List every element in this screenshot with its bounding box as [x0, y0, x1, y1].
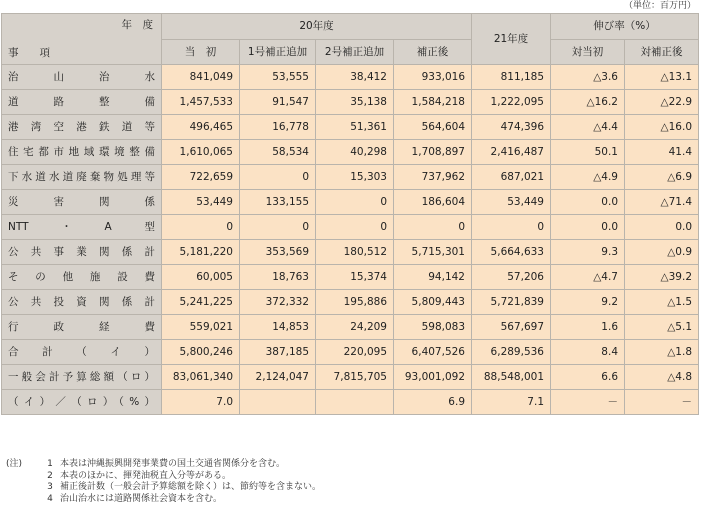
- table-cell: 0.0: [625, 215, 699, 240]
- table-cell: 195,886: [316, 290, 394, 315]
- table-cell: 51,361: [316, 115, 394, 140]
- row-label-text: （イ）／（ロ）（%）: [8, 396, 155, 408]
- row-label-text: 一般会計予算総額（ロ）: [8, 371, 155, 383]
- table-cell: 5,809,443: [394, 290, 472, 315]
- row-label: [2, 365, 162, 390]
- table-cell: －: [625, 390, 699, 415]
- row-label: [2, 390, 162, 415]
- budget-table: [1, 13, 699, 415]
- row-label: [2, 140, 162, 165]
- table-cell: 6,407,526: [394, 340, 472, 365]
- table-cell: 1.6: [551, 315, 625, 340]
- table-cell: 16,778: [240, 115, 316, 140]
- table-cell: 5,721,839: [472, 290, 551, 315]
- table-cell: 0: [240, 215, 316, 240]
- note-row: [6, 482, 321, 494]
- note-text: 本表は沖縄振興開発事業費の国土交通省関係分を含む。: [60, 459, 286, 469]
- header-initial: 当 初: [162, 39, 240, 65]
- header-supp2: 2号補正追加: [316, 39, 394, 65]
- table-cell: 220,095: [316, 340, 394, 365]
- table-row: [2, 190, 699, 215]
- row-label: [2, 240, 162, 265]
- table-cell: 40,298: [316, 140, 394, 165]
- table-cell: 811,185: [472, 65, 551, 90]
- note-text: 治山治水には道路関係社会資本を含む。: [60, 493, 223, 504]
- table-row: [2, 165, 699, 190]
- table-cell: △5.1: [625, 315, 699, 340]
- table-row: [2, 215, 699, 240]
- table-cell: 5,181,220: [162, 240, 240, 265]
- row-label: [2, 340, 162, 365]
- row-label: [2, 290, 162, 315]
- table-cell: 38,412: [316, 65, 394, 90]
- table-cell: 1,584,218: [394, 90, 472, 115]
- row-label-text: 公共事業関係計: [8, 246, 155, 258]
- table-cell: 91,547: [240, 90, 316, 115]
- table-cell: 6.6: [551, 365, 625, 390]
- table-cell: 559,021: [162, 315, 240, 340]
- table-cell: 50.1: [551, 140, 625, 165]
- table-cell: 0.0: [551, 215, 625, 240]
- table-cell: 0: [316, 190, 394, 215]
- table-cell: 133,155: [240, 190, 316, 215]
- row-label-text: 災害関係: [8, 196, 155, 208]
- table-cell: 5,800,246: [162, 340, 240, 365]
- note-number: 3: [47, 482, 53, 492]
- table-cell: 7.0: [162, 390, 240, 415]
- table-cell: △16.0: [625, 115, 699, 140]
- table-cell: 0: [162, 215, 240, 240]
- table-cell: 15,374: [316, 265, 394, 290]
- table-cell: 94,142: [394, 265, 472, 290]
- table-cell: 1,708,897: [394, 140, 472, 165]
- table-row: [2, 390, 699, 415]
- table-cell: 598,083: [394, 315, 472, 340]
- table-cell: 387,185: [240, 340, 316, 365]
- table-cell: [240, 390, 316, 415]
- table-cell: 2,124,047: [240, 365, 316, 390]
- header-fy20: 20年度: [162, 14, 472, 40]
- table-cell: 2,416,487: [472, 140, 551, 165]
- table-cell: △22.9: [625, 90, 699, 115]
- table-cell: 7.1: [472, 390, 551, 415]
- table-cell: 6.9: [394, 390, 472, 415]
- table-cell: 5,715,301: [394, 240, 472, 265]
- row-label-text: その他施設費: [8, 271, 155, 283]
- row-label-text: NTT・A型: [8, 221, 155, 233]
- table-cell: 1,457,533: [162, 90, 240, 115]
- note-text: 本表のほかに、揮発油税直入分等がある。: [60, 470, 232, 481]
- note-row: [6, 494, 321, 506]
- table-cell: △71.4: [625, 190, 699, 215]
- table-cell: △39.2: [625, 265, 699, 290]
- table-row: [2, 290, 699, 315]
- header-nendo: 年 度: [121, 19, 153, 31]
- header-jiko: 事 項: [8, 47, 50, 59]
- table-cell: 60,005: [162, 265, 240, 290]
- table-row: [2, 365, 699, 390]
- table-cell: △1.5: [625, 290, 699, 315]
- table-row: [2, 265, 699, 290]
- table-cell: 83,061,340: [162, 365, 240, 390]
- table-cell: 474,396: [472, 115, 551, 140]
- table-cell: 5,241,225: [162, 290, 240, 315]
- table-row: [2, 340, 699, 365]
- table-cell: △16.2: [551, 90, 625, 115]
- table-cell: 372,332: [240, 290, 316, 315]
- table-cell: 0: [472, 215, 551, 240]
- header-revised: 補正後: [394, 39, 472, 65]
- table-row: [2, 315, 699, 340]
- row-label-text: 行政経費: [8, 321, 155, 333]
- table-cell: 9.2: [551, 290, 625, 315]
- table-cell: 24,209: [316, 315, 394, 340]
- note-number: 4: [47, 493, 53, 504]
- notes-prefix: (注): [6, 459, 23, 469]
- table-cell: 0: [240, 165, 316, 190]
- table-cell: △13.1: [625, 65, 699, 90]
- table-cell: 567,697: [472, 315, 551, 340]
- table-cell: △3.6: [551, 65, 625, 90]
- table-cell: 687,021: [472, 165, 551, 190]
- header-vs-initial: 対当初: [551, 39, 625, 65]
- row-label-text: 道路整備: [8, 96, 155, 108]
- row-label-text: 公共投資関係計: [8, 296, 155, 308]
- table-cell: △6.9: [625, 165, 699, 190]
- row-label: [2, 65, 162, 90]
- table-cell: 180,512: [316, 240, 394, 265]
- table-row: [2, 240, 699, 265]
- row-label-text: 港湾空港鉄道等: [8, 121, 155, 133]
- table-cell: 6,289,536: [472, 340, 551, 365]
- table-cell: 0: [316, 215, 394, 240]
- table-cell: △4.9: [551, 165, 625, 190]
- row-label-text: 治山治水: [8, 71, 155, 83]
- table-row: [2, 90, 699, 115]
- table-cell: 53,449: [472, 190, 551, 215]
- note-number: 1: [47, 459, 53, 469]
- row-label-text: 合計（イ）: [8, 346, 155, 358]
- table-cell: 0.0: [551, 190, 625, 215]
- table-cell: △0.9: [625, 240, 699, 265]
- table-cell: 1,610,065: [162, 140, 240, 165]
- table-cell: 57,206: [472, 265, 551, 290]
- table-cell: 53,449: [162, 190, 240, 215]
- table-cell: △4.7: [551, 265, 625, 290]
- table-cell: 41.4: [625, 140, 699, 165]
- table-row: [2, 140, 699, 165]
- table-row: [2, 115, 699, 140]
- table-cell: 841,049: [162, 65, 240, 90]
- header-fy21: 21年度: [472, 14, 551, 65]
- table-cell: 933,016: [394, 65, 472, 90]
- note-number: 2: [47, 470, 53, 481]
- row-label: [2, 215, 162, 240]
- table-cell: 564,604: [394, 115, 472, 140]
- table-cell: 5,664,633: [472, 240, 551, 265]
- row-label: [2, 165, 162, 190]
- row-label: [2, 115, 162, 140]
- note-text: 補正後計数（一般会計予算総額を除く）は、節約等を含まない。: [60, 482, 322, 492]
- header-supp1: 1号補正追加: [240, 39, 316, 65]
- table-cell: 722,659: [162, 165, 240, 190]
- table-cell: △1.8: [625, 340, 699, 365]
- row-label: [2, 190, 162, 215]
- table-cell: [316, 390, 394, 415]
- table-cell: 18,763: [240, 265, 316, 290]
- table-cell: △4.4: [551, 115, 625, 140]
- table-cell: △4.8: [625, 365, 699, 390]
- row-label: [2, 90, 162, 115]
- table-cell: 58,534: [240, 140, 316, 165]
- table-cell: 35,138: [316, 90, 394, 115]
- note-row: [6, 459, 321, 471]
- table-cell: 1,222,095: [472, 90, 551, 115]
- table-cell: 9.3: [551, 240, 625, 265]
- table-cell: 186,604: [394, 190, 472, 215]
- header-corner: [2, 14, 162, 65]
- table-cell: 8.4: [551, 340, 625, 365]
- table-cell: 496,465: [162, 115, 240, 140]
- header-vs-revised: 対補正後: [625, 39, 699, 65]
- row-label-text: 下水道水道廃棄物処理等: [8, 171, 155, 183]
- table-cell: 737,962: [394, 165, 472, 190]
- table-cell: 15,303: [316, 165, 394, 190]
- table-cell: 0: [394, 215, 472, 240]
- note-row: [6, 471, 321, 483]
- row-label: [2, 315, 162, 340]
- notes: [6, 459, 321, 505]
- table-row: [2, 65, 699, 90]
- row-label-text: 住宅都市地域環境整備: [8, 146, 155, 158]
- row-label: [2, 265, 162, 290]
- table-cell: －: [551, 390, 625, 415]
- header-growth: 伸び率（%）: [551, 14, 699, 40]
- unit-label: （単位：百万円）: [623, 1, 696, 11]
- table-cell: 353,569: [240, 240, 316, 265]
- table-cell: 88,548,001: [472, 365, 551, 390]
- table-cell: 7,815,705: [316, 365, 394, 390]
- table-cell: 14,853: [240, 315, 316, 340]
- table-cell: 53,555: [240, 65, 316, 90]
- table-cell: 93,001,092: [394, 365, 472, 390]
